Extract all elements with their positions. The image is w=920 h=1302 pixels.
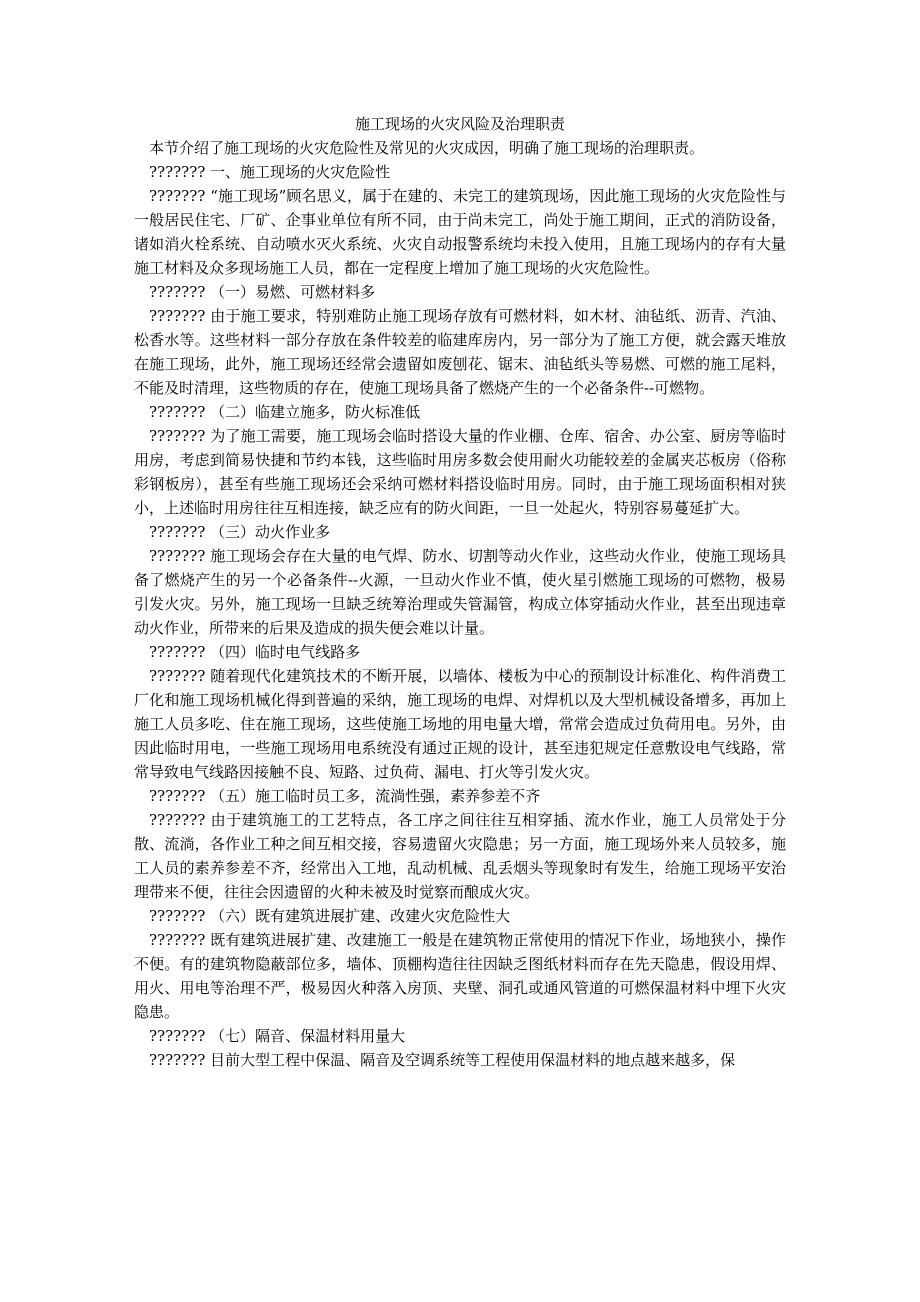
- body-paragraph: ??????? 随着现代化建筑技术的不断开展，以墙体、楼板为中心的预制设计标准化、构件消费工厂化和施工现场机械化得到普遍的采纳，施工现场的电焊、对焊机以及大型机械设备增多，再加上施工人员多吃、住在施工现场，这些使施工场地的用电量大增，常常会造成过负荷用电。另外，由因此临时用电，一些施工现场用电系统没有通过正规的设计，甚至违犯规定任意敷设电气线路，常常导致电气线路因接触不良、短路、过负荷、漏电、打火等引发火灾。: [134, 667, 786, 781]
- subsection-heading-2: ??????? （二）临建立施多，防火标准低: [149, 403, 421, 421]
- body-paragraph: ??????? “施工现场”顾名思义，属于在建的、未完工的建筑现场，因此施工现场的火灾危险性与一般居民住宅、厂矿、企事业单位有所不同，由于尚未完工，尚处于施工期间，正式的消防设备，诸如消火栓系统、自动喷水灭火系统、火灾自动报警系统均未投入使用，且施工现场内的存有大量施工材料及众多现场施工人员，都在一定程度上增加了施工现场的火灾危险性。: [134, 187, 786, 277]
- subsection-heading-5: ??????? （五）施工临时员工多，流淌性强，素养参差不齐: [149, 787, 541, 805]
- body-paragraph: ??????? 目前大型工程中保温、隔音及空调系统等工程使用保温材料的地点越来越多，保: [149, 1051, 736, 1069]
- body-paragraph: ??????? 由于施工要求，特别难防止施工现场存放有可燃材料，如木材、油毡纸、沥青、汽油、松香水等。这些材料一部分存放在条件较差的临建库房内，另一部分为了施工方便，就会露天堆放在施工现场，此外，施工现场还经常会遗留如废刨花、锯末、油毡纸头等易燃、可燃的施工尾料，不能及时清理，这些物质的存在，使施工现场具备了燃烧产生的一个必备条件--可燃物。: [134, 307, 786, 397]
- body-paragraph: ??????? 为了施工需要，施工现场会临时搭设大量的作业棚、仓库、宿舍、办公室、厨房等临时用房，考虑到简易快捷和节约本钱，这些临时用房多数会使用耐火功能较差的金属夹芯板房（俗称彩钢板房），甚至有些施工现场还会采纳可燃材料搭设临时用房。同时，由于施工现场面积相对狭小，上述临时用房往往互相连接，缺乏应有的防火间距，一旦一处起火，特别容易蔓延扩大。: [134, 427, 786, 517]
- subsection-heading-7: ??????? （七）隔音、保温材料用量大: [149, 1027, 406, 1045]
- subsection-heading-3: ??????? （三）动火作业多: [149, 523, 331, 541]
- intro-paragraph: 本节介绍了施工现场的火灾危险性及常见的火灾成因，明确了施工现场的治理职责。: [149, 139, 705, 157]
- document-body: [134, 112, 786, 1072]
- body-paragraph: ??????? 施工现场会存在大量的电气焊、防水、切割等动火作业，这些动火作业，使施工现场具备了燃烧产生的另一个必备条件--火源，一旦动火作业不慎，使火星引燃施工现场的可燃物，极易引发火灾。另外，施工现场一旦缺乏统筹治理或失管漏管，构成立体穿插动火作业，甚至出现违章动火作业，所带来的后果及造成的损失便会难以计量。: [134, 547, 786, 637]
- subsection-heading-6: ??????? （六）既有建筑进展扩建、改建火灾危险性大: [149, 907, 511, 925]
- subsection-heading-1: ??????? （一）易燃、可燃材料多: [149, 283, 376, 301]
- section-heading-1: ??????? 一、施工现场的火灾危险性: [149, 163, 391, 181]
- document-title: 施工现场的火灾风险及治理职责: [354, 115, 565, 133]
- body-paragraph: ??????? 由于建筑施工的工艺特点，各工序之间往往互相穿插、流水作业，施工人员常处于分散、流淌，各作业工种之间互相交接，容易遗留火灾隐患；另一方面，施工现场外来人员较多，施工人员的素养参差不齐，经常出入工地，乱动机械、乱丢烟头等现象时有发生，给施工现场平安治理带来不便，往往会因遗留的火种未被及时觉察而酿成火灾。: [134, 811, 786, 901]
- body-paragraph: ??????? 既有建筑进展扩建、改建施工一般是在建筑物正常使用的情况下作业，场地狭小，操作不便。有的建筑物隐蔽部位多，墙体、顶棚构造往往因缺乏图纸材料而存在先天隐患，假设用焊、用火、用电等治理不严，极易因火种落入房顶、夹壁、洞孔或通风管道的可燃保温材料中埋下火灾隐患。: [134, 931, 786, 1021]
- subsection-heading-4: ??????? （四）临时电气线路多: [149, 643, 361, 661]
